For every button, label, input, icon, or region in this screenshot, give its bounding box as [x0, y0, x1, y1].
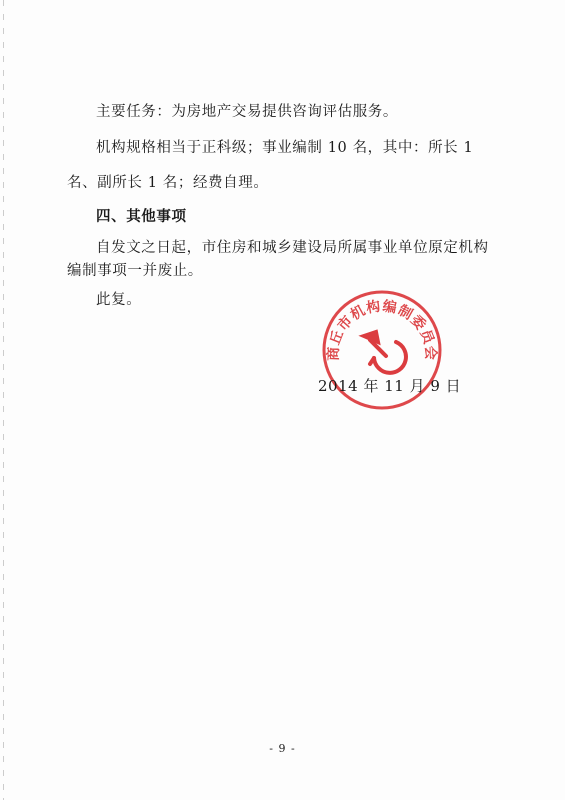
- paragraph-main-task: 主要任务：为房地产交易提供咨询评估服务。: [96, 104, 398, 120]
- document-date: 2014 年 11 月 9 日: [318, 377, 462, 395]
- scan-edge: [3, 0, 4, 800]
- svg-text:商丘市机构编制委员会: 商丘市机构编制委员会: [325, 298, 439, 362]
- paragraph-effective: 自发文之日起，市住房和城乡建设局所属事业单位原定机构: [96, 240, 489, 256]
- section-heading: 四、其他事项: [96, 209, 187, 225]
- paragraph-organization-level: 机构规格相当于正科级；事业编制 10 名，其中：所长 1: [96, 140, 474, 156]
- page-number: - 9 -: [269, 742, 296, 755]
- paragraph-effective-cont: 编制事项一并废止。: [67, 263, 203, 279]
- closing-reply: 此复。: [96, 292, 142, 308]
- emblem-icon: [364, 332, 406, 373]
- paragraph-organization-level-cont: 名、副所长 1 名；经费自理。: [67, 175, 269, 191]
